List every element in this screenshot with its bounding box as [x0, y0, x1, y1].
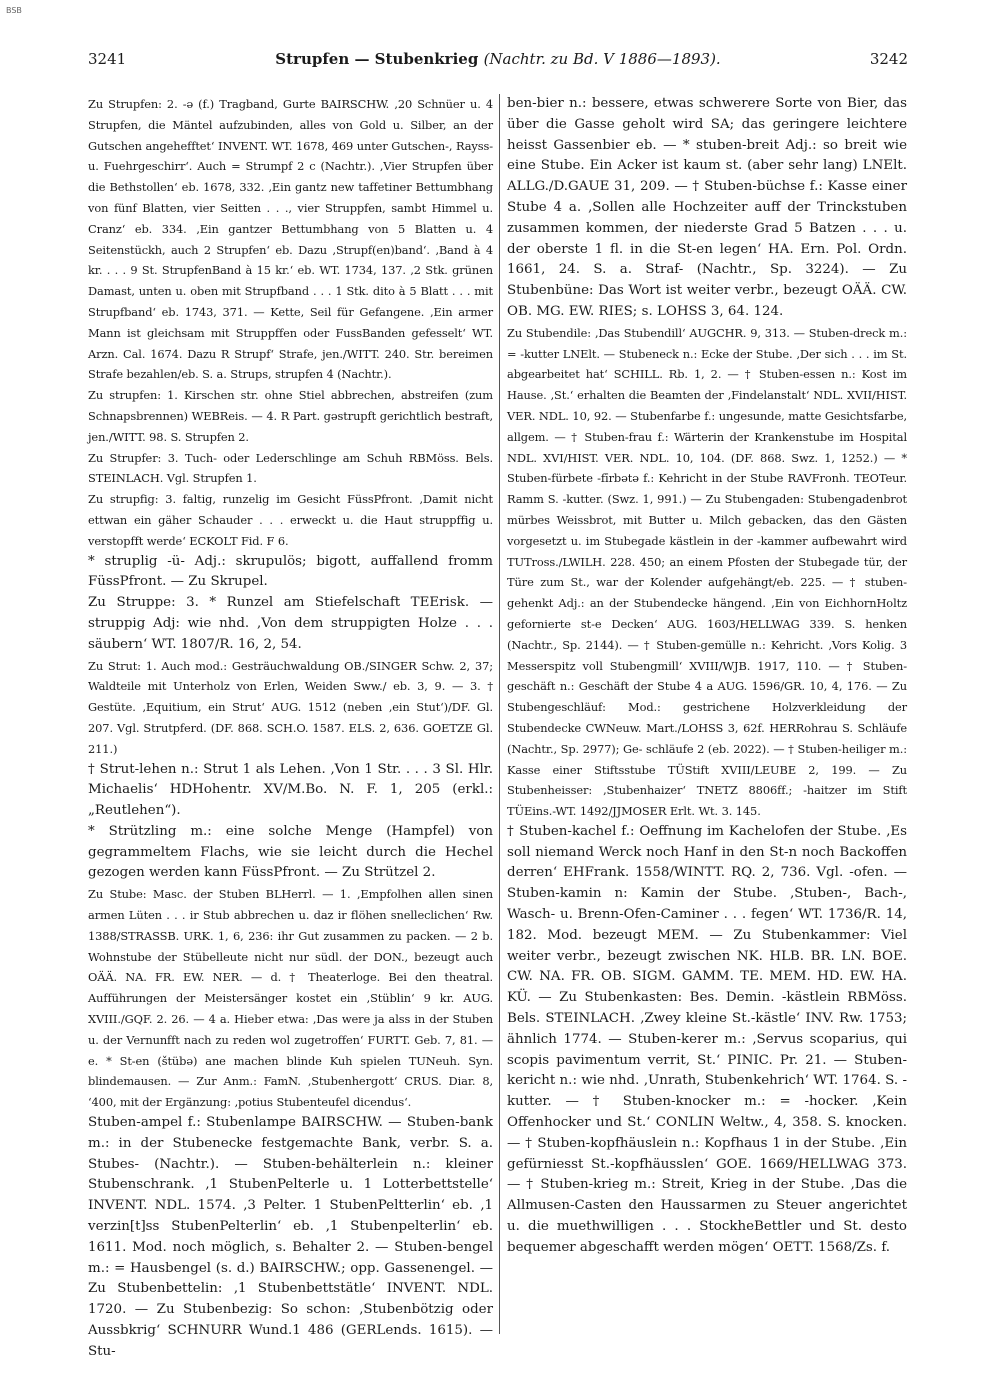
library-watermark: BSB [6, 6, 22, 15]
entry: Zu Strupfen: 2. -ə (f.) Tragband, Gurte BAIRSCHW. ‚20 Schnüer u. 4 Strupfen, die Mäntel aufzubinden, alles von Gold u. Silber, an der Gutschen angehefftet‘ INVENT. WT. 1678, 469 unter Gutschen-, Rayss- u. Fuehrgeschirr‘. Auch = Strumpf 2 c (Nachtr.). ‚Vier Strupfen über die Bethstollen‘ eb. 1678, 332. ‚Ein gantz new taffetiner Bettumbhang von fünf Blatten, vier Seitten . . ., vier Struppfen, sambt Himmel u. Cranz‘ eb. 334. ‚Ein gantzer Bettumbhang von 5 Blatten u. 4 Seitenstückh, auch 2 Strupfen‘ eb. Dazu ‚Strupf(en)band‘. ‚Band à 4 kr. . . . 9 St. StrupfenBand à 15 kr.‘ eb. WT. 1734, 137. ‚2 Stk. grünen Damast, unten u. oben mit Strupfband . . . 1 Stk. dito à 5 Blatt . . . mit Strupfband‘ eb. 1743, 371. — Kette, Seil für Gefangene. ‚Ein armer Mann ist gleichsam mit Struppffen oder FussBanden gefesselt‘ WT. Arzn. Cal. 1674. Dazu R Strupf‘ Strafe, jen./WITT. 240. Str. bereimen Strafe bezahlen/eb. S. a. Strups, strupfen 4 (Nachtr.). [88, 97, 493, 382]
entry: Zu Stubendile: ‚Das Stubendill‘ AUGCHR. 9, 313. — Stuben-dreck m.: = -kutter LNElt. — Stubeneck n.: Ecke der Stube. ‚Der sich . . . im St. abgearbeitet hat‘ SCHILL. Rb. 1, 2. — † Stuben-essen n.: Kost im Hause. ‚St.‘ erhalten die Beamten der ‚Findelanstalt‘ NDL. XVII/HIST. VER. NDL. 10, 92. — Stubenfarbe f.: ungesunde, matte Gesichtsfarbe, allgem. — † Stuben-frau f.: Wärterin der Krankenstube im Hospital NDL. XVI/HIST. VER. NDL. 10, 104. (DF. 868. Swz. 1, 1252.) — * Stuben-fürbete -fīrbətə f.: Kehricht in der Stube RAVFronh. TEOTeur. Ramm S. -kutter. (Swz. 1, 991.) — Zu Stubengaden: Stubengadenbrot mürbes Weissbrot, mit Butter u. Milch gebacken, das den Gästen vorgesetzt u. im Stubegade kästlein in der -kammer aufbewahrt wird TUTross./LWILH. 228. 450; an einem Pfosten der Stubegade tür, der Türe zum St., war der Kolender aufgehängt/eb. 225. — † stuben-gehenkt Adj.: an der Stubendecke hängend. ‚Ein von EichhornHoltz gefornierte st-e Decken‘ AUG. 1603/HELLWAG 339. S. henken (Nachtr., Sp. 2144). — † Stuben-gemülle n.: Kehricht. ‚Vors Kolig. 3 Messerspitz voll Stubengmill‘ XVIII/WJB. 1917, 110. — † Stuben-geschäft n.: Geschäft der Stube 4 a AUG. 1596/GR. 10, 4, 176. — Zu Stubengeschläuf: Mod.: gestrichene Holzverkleidung der Stubendecke CWNeuw. Mart./LOHSS 3, 62f. HERRohrau S. Schläufe (Nachtr., Sp. 2977); Ge- schläufe 2 (eb. 2022). — † Stuben-heiliger m.: Kasse einer Stiftsstube TÜStift XVIII/LEUBE 2, 199. — Zu Stubenheisser: ‚Stubenhaizer‘ TNETZ 8806ff.; -haitzer im Stift TÜEins.-WT. 1492/JJMOSER Erlt. Wt. 3. 145. [507, 325, 907, 819]
page-header [88, 50, 908, 72]
running-title-main: Strupfen — Stubenkrieg [275, 50, 479, 68]
entry: ben-bier n.: bessere, etwas schwerere Sorte von Bier, das über die Gasse geholt wird SA; das geringere leichtere heisst Gassenbier eb. — * stuben-breit Adj.: so breit wie eine Stube. Ein Acker ist kaum st. (aber sehr lang) LNElt. ALLG./D.GAUE 31, 209. — † Stuben-büchse f.: Kasse einer Stube 4 a. ‚Sollen alle Hochzeiter auff der Trinckstuben zusammen kommen, der niederste Grad 5 Batzen . . . u. der oberste 1 fl. in die St-en legen‘ HA. Ern. Pol. Ordn. 1661, 24. S. a. Straf- (Nachtr., Sp. 3224). — Zu Stubenbüne: Das Wort ist weiter verbr., bezeugt OÄÄ. CW. OB. MG. EW. RIES; s. LOHSS 3, 64. 124. [507, 96, 907, 319]
running-title [88, 50, 908, 68]
page-number-left: 3241 [88, 50, 127, 68]
entry: Zu strupfig: 3. faltig, runzelig im Gesicht FüssPfront. ‚Damit nicht ettwan ein gäher Schauder . . . erweckt u. die Haut struppffig u. verstopfft werde‘ ECKOLT Fid. F 6. [88, 492, 493, 548]
right-column [507, 94, 907, 1259]
left-column [88, 94, 493, 1363]
entry: Stuben-ampel f.: Stubenlampe BAIRSCHW. — Stuben-bank m.: in der Stubenecke festgemachte Bank, verbr. S. a. Stubes- (Nachtr.). — Stuben-behälterlein n.: kleiner Stubenschrank. ‚1 StubenPelterle u. 1 Lotterbettstelle‘ INVENT. NDL. 1574. ‚3 Pelter. 1 StubenPeltterlin‘ eb. ‚1 verzin[t]ss StubenPelterlin‘ eb. ‚1 Stubenpelterlin‘ eb. 1611. Mod. noch möglich, s. Behalter 2. — Stuben-bengel m.: = Hausbengel (s. d.) BAIRSCHW.; opp. Gassenengel. — Zu Stubenbettelin: ‚1 Stubenbettstätle‘ INVENT. NDL. 1720. — Zu Stubenbezig: So schon: ‚Stubenbötzig oder Aussbkrig‘ SCHNURR Wund.1 486 (GERLends. 1615). — Stu- [88, 1115, 493, 1359]
running-title-sub: (Nachtr. zu Bd. V 1886—1893). [483, 50, 721, 68]
column-divider [499, 94, 500, 1334]
entry: Zu Strut: 1. Auch mod.: Gesträuchwaldung OB./SINGER Schw. 2, 37; Waldteile mit Unterholz von Erlen, Weiden Sww./ eb. 3, 9. — 3. † Gestüte. ‚Equitium, ein Strut‘ AUG. 1512 (neben ‚ein Stut‘)/DF. Gl. 207. Vgl. Strutpferd. (DF. 868. SCH.O. 1587. ELS. 2, 636. GOETZE Gl. 211.) [88, 658, 493, 756]
entry: Zu Struppe: 3. * Runzel am Stiefelschaft TEErisk. — struppig Adj: wie nhd. ‚Von dem struppigten Holze . . . säubern‘ WT. 1807/R. 16, 2, 54. [88, 595, 493, 652]
entry: Zu Stube: Masc. der Stuben BLHerrl. — 1. ‚Empfolhen allen sinen armen Lüten . . . ir Stub abbrechen u. daz ir flöhen snelleclichen‘ Rw. 1388/STRASSB. URK. 1, 6, 236: ihr Gut zusammen zu packen. — 2 b. Wohnstube der Stübelleute nicht nur südl. der DON., bezeugt auch OÄÄ. NA. FR. EW. NER. — d. † Theaterloge. Bei den theatral. Aufführungen der Meistersänger kostet ein ‚Stüblin‘ 9 kr. AUG. XVIII./GQF. 2. 26. — 4 a. Hieber etwa: ‚Das were ja alss in der Stuben u. der Vernunfft nach zu reden wol zugetroffen‘ FURTT. Geb. 7, 81. — e. * St-en (štübə) ane machen blinde Kuh spielen TUNeuh. Syn. blindemausen. — Zur Anm.: FamN. ‚Stubenhergott‘ CRUS. Diar. 8, ‘400, mit der Ergänzung: ‚potius Stubenteufel dicendus‘. [88, 887, 493, 1110]
entry: † Strut-lehen n.: Strut 1 als Lehen. ‚Von 1 Str. . . . 3 Sl. Hlr. Michaelis‘ HDHohentr. XV/M.Bo. N. F. 1, 205 (erkl.: „Reutlehen“). [88, 761, 493, 819]
entry: † Stuben-kachel f.: Oeffnung im Kachelofen der Stube. ‚Es soll niemand Werck noch Hanf in den St-n noch Backoffen derren‘ EHFrank. 1558/WINTT. RQ. 2, 736. Vgl. -ofen. — Stuben-kamin n: Kamin der Stube. ‚Stuben-, Bach-, Wasch- u. Brenn-Ofen-Caminer . . . fegen‘ WT. 1736/R. 14, 182. Mod. bezeugt MEM. — Zu Stubenkammer: Viel weiter verbr., bezeugt zwischen NK. HLB. BR. LN. BOE. CW. NA. FR. OB. SIGM. GAMM. TE. MEM. HD. EW. HA. KÜ. — Zu Stubenkasten: Bes. Demin. -kästlein RBMöss. Bels. STEINLACH. ‚Zwey kleine St.-kästle‘ INV. Rw. 1753; ähnlich 1774. — Stuben-kerer m.: ‚Servus scoparius, qui scopis pavimentum verrit, St.‘ PINIC. Pr. 21. — Stuben-kericht n.: wie nhd. ‚Unrath, Stubenkehrich‘ WT. 1764. S. -kutter. — † Stuben-knocker m.: = -hocker. ‚Kein Offenhocker und St.‘ CONLIN Weltw., 4, 358. S. knocken. — † Stuben-kopfhäuslein n.: Kopfhaus 1 in der Stube. ‚Ein gefürniesst St.-kopfhäusslen‘ GOE. 1669/HELLWAG 373. — † Stuben-krieg m.: Streit, Krieg in der Stube. ‚Das die Allmusen-Casten den Haussarmen zu Steuer angerichtet u. die muethwilligen . . . StockheBettler und St. desto bequemer abgeschafft werden mögen‘ OETT. 1568/Zs. f. [507, 823, 907, 1255]
entry: * Strützling m.: eine solche Menge (Hampfel) von gegrammeltem Flachs, wie sie leicht durch die Hechel gezogen werden kann FüssPfront. — Zu Strützel 2. [88, 823, 493, 881]
entry: * struplig -ü- Adj.: skrupulös; bigott, auffallend fromm FüssPfront. — Zu Skrupel. [88, 553, 493, 590]
entry: Zu Strupfer: 3. Tuch- oder Lederschlinge am Schuh RBMöss. Bels. STEINLACH. Vgl. Strupfen 1. [88, 450, 493, 486]
entry: Zu strupfen: 1. Kirschen str. ohne Stiel abbrechen, abstreifen (zum Schnapsbrennen) WEBReis. — 4. R Part. gəstrupft gerichtlich bestraft, jen./WITT. 98. S. Strupfen 2. [88, 388, 493, 444]
page-number-right: 3242 [869, 50, 908, 68]
